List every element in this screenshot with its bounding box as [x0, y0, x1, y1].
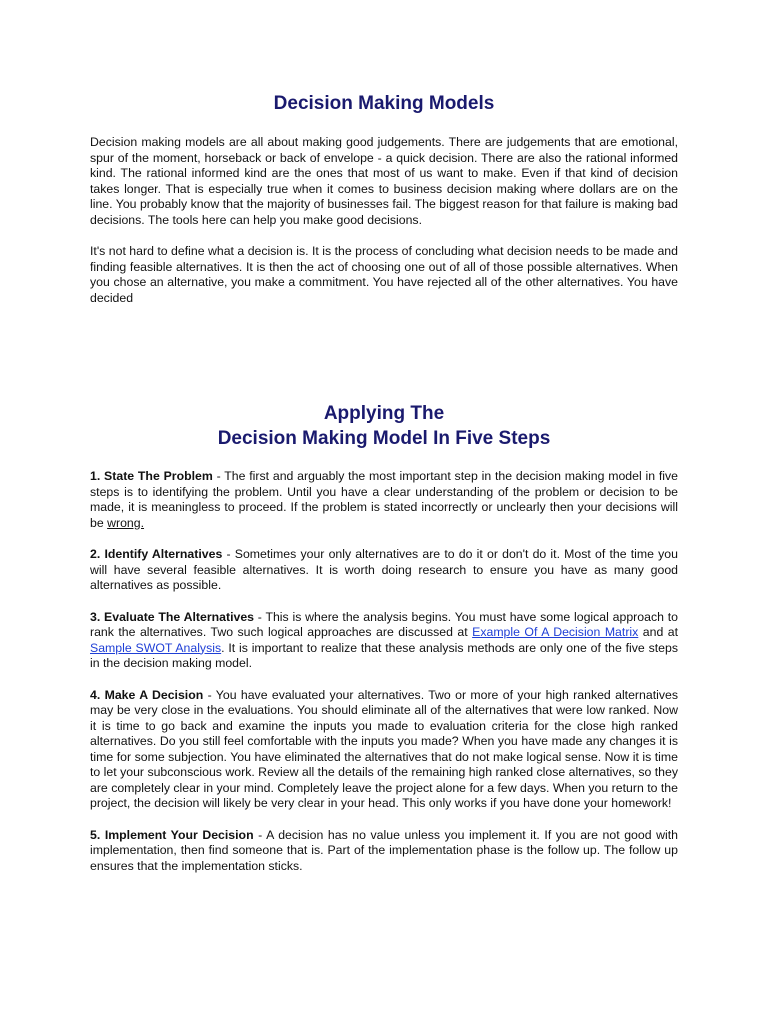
step-3-paragraph: [90, 610, 678, 672]
intro-paragraph-1: Decision making models are all about making good judgements. There are judgements that are emotional, spur of the moment, horseback or back of envelope - a quick decision. There are also the rational informed kind. The rational informed kind are the ones that most of us want to make. Even if that kind of decision takes longer. That is especially true when it comes to business decision making where dollars are on the line. You probably know that the majority of businesses fail. The biggest reason for that failure is making bad decisions. The tools here can help you make good decisions.: [90, 135, 678, 227]
decision-matrix-link[interactable]: Example Of A Decision Matrix: [472, 625, 639, 639]
step-1-paragraph: [90, 469, 678, 531]
step-5-paragraph: [90, 828, 678, 875]
step-5-heading: 5. Implement Your Decision: [90, 827, 254, 842]
section-title-line-1: Applying The: [323, 403, 445, 424]
step-4-heading: 4. Make A Decision: [90, 687, 204, 702]
section-title: [90, 401, 678, 451]
step-3-text-b: and at: [638, 625, 679, 639]
step-2-paragraph: [90, 547, 678, 594]
page-title: Decision Making Models: [273, 93, 495, 114]
step-2-text: - Sometimes your only alternatives are to do it or don't do it. Most of the time you will have several feasible alternatives. It is worth doing research to ensure you have as many good alternatives as possible.: [90, 547, 678, 592]
step-5-text: - A decision has no value unless you implement it. If you are not good with implementation, then find someone that is. Part of the implementation phase is the follow up. The follow up ensures that the implementation sticks.: [90, 827, 678, 873]
step-2-heading: 2. Identify Alternatives: [90, 547, 223, 561]
swot-analysis-link[interactable]: Sample SWOT Analysis: [90, 640, 222, 655]
step-3-heading: 3. Evaluate The Alternatives: [90, 609, 254, 624]
section-title-line-2: Decision Making Model In Five Steps: [217, 428, 551, 449]
step-1-underlined-word: wrong.: [107, 515, 145, 530]
step-4-paragraph: [90, 688, 678, 812]
step-3-text-a: - This is where the analysis begins. You must have some logical approach to rank the alternatives. Two such logical approaches are discussed at: [90, 609, 678, 639]
step-3-text-c: . It is important to realize that these analysis methods are only one of the five steps in the decision making model.: [90, 640, 678, 670]
step-1-text: - The first and arguably the most important step in the decision making model in five steps is to identifying the problem. Until you have a clear understanding of the problem or decision to be made, it is meaningless to proceed. If the problem is stated incorrectly or unclearly then your decisions will be: [90, 469, 679, 530]
step-4-text: - You have evaluated your alternatives. Two or more of your high ranked alternatives may be very close in the evaluations. You should eliminate all of the alternatives that were low ranked. Now it is time to go back and examine the inputs you made to evaluation criteria for the close high ranked alternatives. Do you still feel comfortable with the inputs you made? When you have made any changes it is time for some subjection. You have eliminated the alternatives that do not make logical sense. Now it is time to let your subconscious work. Review all the details of the remaining high ranked close alternatives, so they are completely clear in your mind. Completely leave the project alone for a few days. When you return to the project, the decision will likely be very clear in your head. This only works if you have done your homework!: [90, 687, 678, 810]
step-1-heading: 1. State The Problem: [90, 469, 213, 483]
intro-paragraph-2: It's not hard to define what a decision is. It is the process of concluding what decision needs to be made and finding feasible alternatives. It is then the act of choosing one out of all of those possible alternatives. When you chose an alternative, you make a commitment. You have rejected all of the other alternatives. You have decided: [90, 244, 678, 305]
